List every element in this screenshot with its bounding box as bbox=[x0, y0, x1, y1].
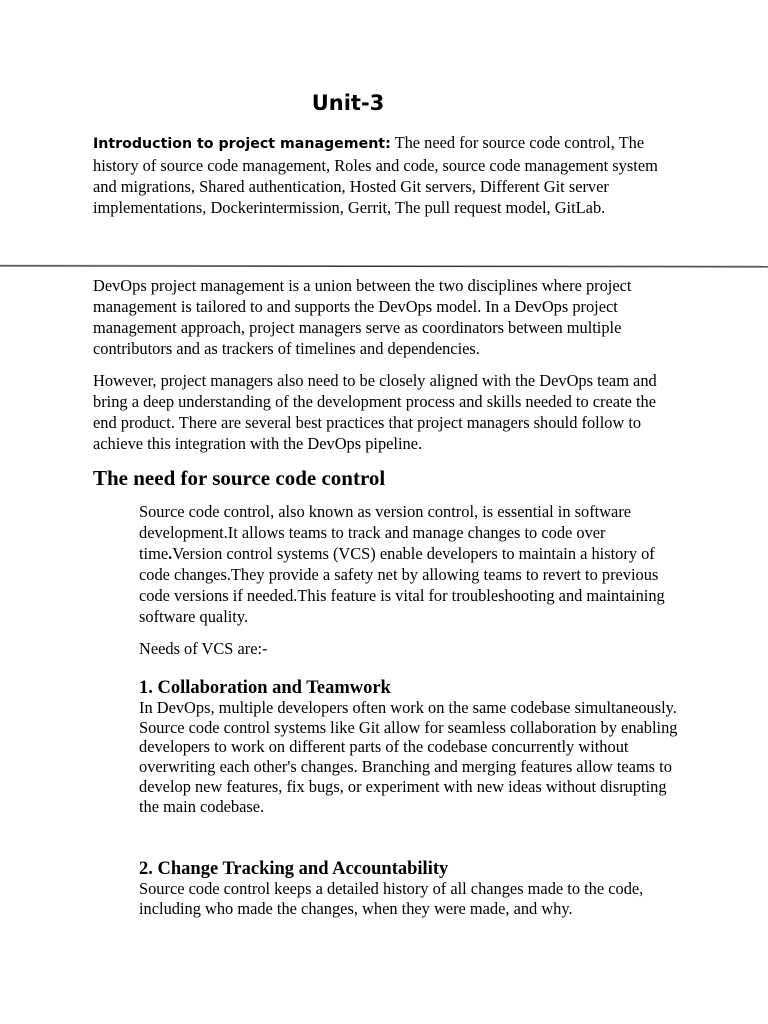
paragraph-project-managers: However, project managers also need to be closely aligned with the DevOps team and bring a deep understanding of the development process and skills needed to create the end product. There are several best practices that project managers should follow to achieve this integration with the DevOps pipeline. bbox=[93, 371, 657, 453]
subsection-body: Source code control keeps a detailed history of all changes made to the code, including who made the changes, when they were made, and why. bbox=[139, 879, 644, 918]
intro-text: The need for source code control, The history of source code management, Roles and code, source code management system and migrations, Shared authentication, Hosted Git servers, Different Git server implementations, Dockerintermission, Gerrit, The pull request model, GitLab. bbox=[93, 133, 658, 217]
section-body-part2: Version control systems (VCS) enable developers to maintain a history of code changes.They provide a safety net by allowing teams to revert to previous code versions if needed.This feature is vital for troubleshooting and maintaining software quality. bbox=[139, 544, 665, 626]
subsection-body: In DevOps, multiple developers often work on the same codebase simultaneously. Source code control systems like Git allow for seamless collaboration by enabling developers to work on different parts of the codebase concurrently without overwriting each other's changes. Branching and merging features allow teams to develop new features, fix bugs, or experiment with new ideas without disrupting the main codebase. bbox=[139, 698, 678, 816]
needs-label: Needs of VCS are:- bbox=[139, 639, 268, 658]
subsection-heading: 2. Change Tracking and Accountability bbox=[139, 859, 449, 879]
section-heading: The need for source code control bbox=[93, 466, 386, 490]
section-body-part1: Source code control, also known as version control, is essential in software development.It allows teams to track and manage changes to code over time bbox=[139, 502, 632, 563]
section-body bbox=[139, 501, 684, 627]
page-divider bbox=[0, 262, 768, 270]
subsection-heading: 1. Collaboration and Teamwork bbox=[139, 678, 391, 698]
paragraph-devops-pm: DevOps project management is a union between the two disciplines where project management is tailored to and supports the DevOps model. In a DevOps project management approach, project managers serve as coordinators between multiple contributors and as trackers of timelines and dependencies. bbox=[93, 276, 632, 358]
page-title: Unit-3 bbox=[311, 91, 385, 115]
intro-paragraph bbox=[93, 132, 683, 218]
section-body-bold-dot: . bbox=[168, 544, 173, 563]
intro-label: Introduction to project management: bbox=[93, 136, 391, 152]
